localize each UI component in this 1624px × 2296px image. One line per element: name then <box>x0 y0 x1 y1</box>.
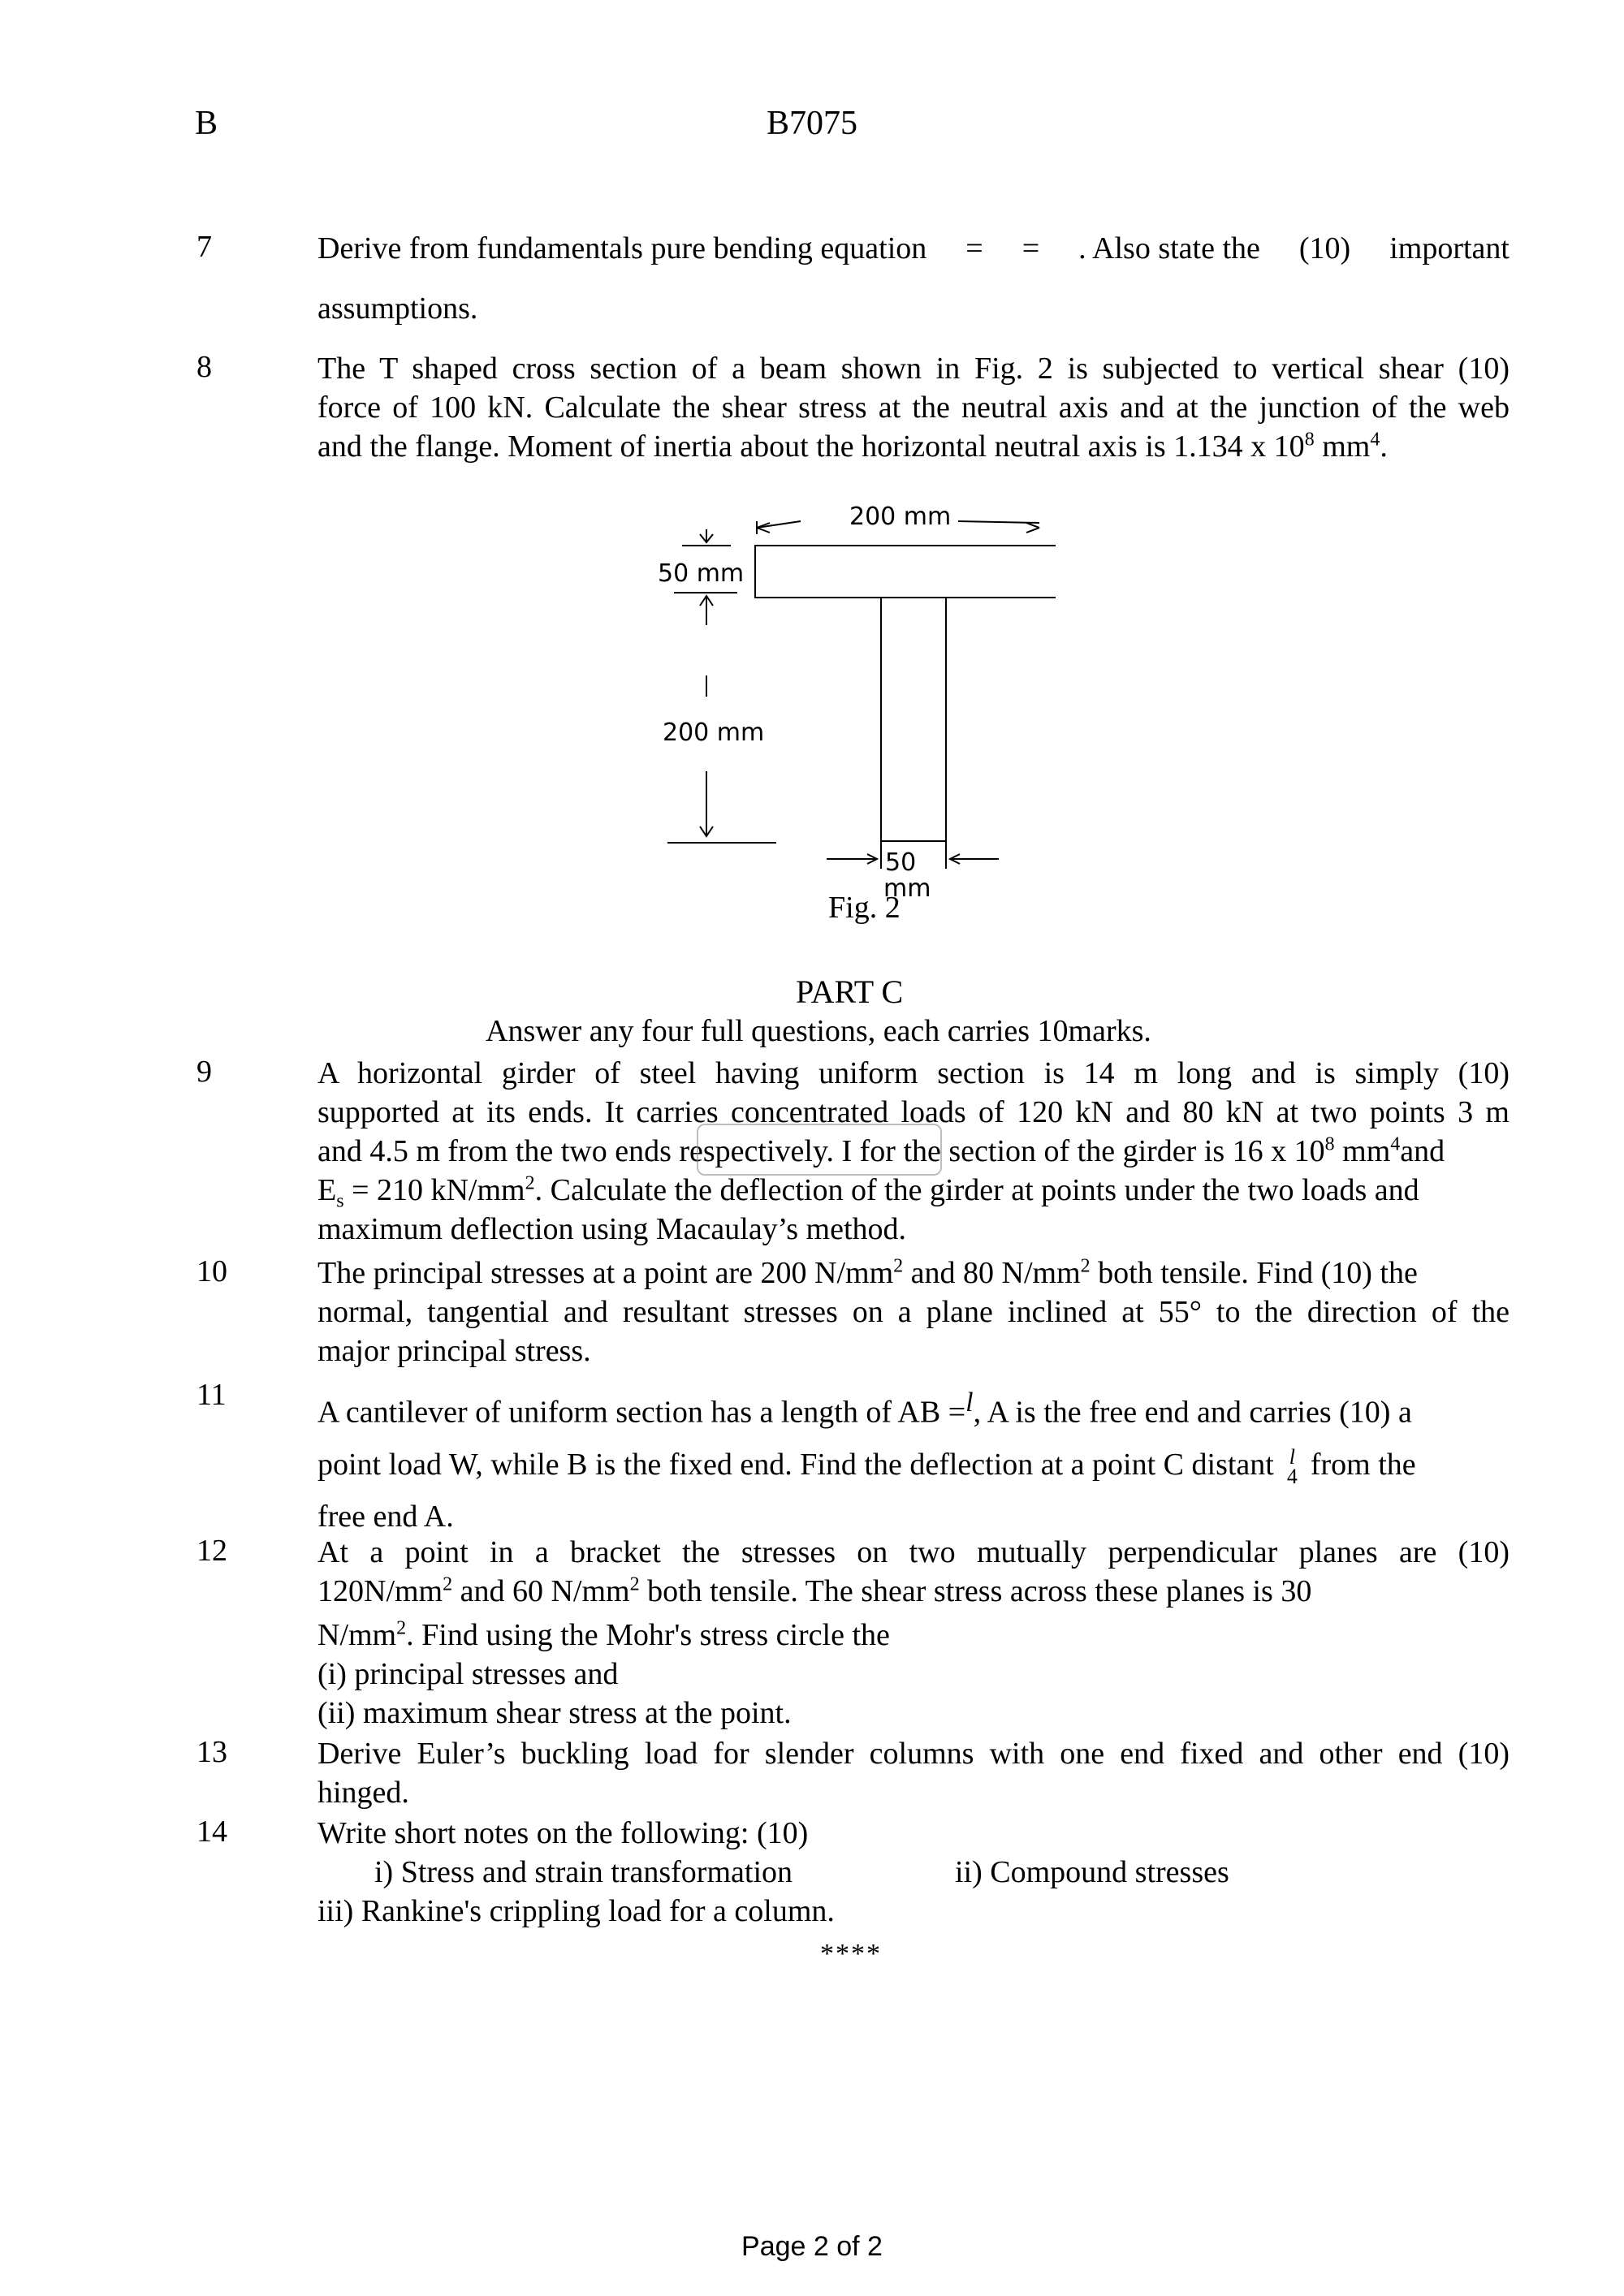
question-number-10: 10 <box>197 1254 227 1288</box>
q11-line-1 <box>317 1377 1510 1439</box>
flange-width-label: 200 mm <box>849 503 952 531</box>
series-letter: B <box>195 105 218 142</box>
question-7-line-1 <box>317 229 1510 268</box>
q8-text: mm <box>1314 429 1371 464</box>
arrow-right <box>827 854 877 864</box>
q12-line-5: (ii) maximum shear stress at the point. <box>317 1696 792 1730</box>
q9-exponent: 8 <box>1324 1133 1335 1155</box>
q10-line-2: normal, tangential and resultant stresses on a plane inclined at 55° to the direction of the <box>317 1295 1510 1329</box>
fraction-denominator: 4 <box>1286 1464 1298 1488</box>
q9-line-2: supported at its ends. It carries concentrated loads of 120 kN and 80 kN at two points 3 m <box>317 1095 1510 1129</box>
arrow-down <box>700 529 713 542</box>
question-8-text <box>317 349 1510 466</box>
q12-line-3 <box>317 1616 1510 1655</box>
q12-text: both tensile. The shear stress across these planes is 30 <box>639 1574 1312 1608</box>
q9-line-1: A horizontal girder of steel having uniform section is 14 m long and is simply (10) <box>317 1056 1510 1090</box>
q12-line-1: At a point in a bracket the stresses on two mutually perpendicular planes are (10) <box>317 1535 1510 1569</box>
q7-text-part: important <box>1389 231 1510 265</box>
q7-text-part: . Also state the <box>1078 231 1260 265</box>
question-7-line-2: assumptions. <box>317 291 478 326</box>
question-14-text <box>317 1814 1510 1931</box>
web-depth-label: 200 mm <box>663 719 765 747</box>
watermark-stamp <box>697 1124 942 1176</box>
q8-text: and the flange. Moment of inertia about the horizontal neutral axis is 1.134 x 10 <box>317 429 1305 464</box>
q12-text: 120N/mm <box>317 1574 443 1608</box>
q14-line-3: iii) Rankine's crippling load for a column. <box>317 1894 835 1928</box>
question-number-9: 9 <box>197 1055 212 1089</box>
q7-marks: (10) <box>1298 231 1351 265</box>
q11-text: from the <box>1310 1447 1416 1482</box>
figure-caption: Fig. 2 <box>828 891 901 925</box>
length-symbol: l <box>965 1388 974 1418</box>
page-footer: Page 2 of 2 <box>741 2231 883 2262</box>
web-width-label-top: 50 <box>885 848 917 877</box>
q9-text: and 4.5 m from the two ends respectively. I for the section of the girder is 16 x 10 <box>317 1134 1325 1168</box>
arrow-down <box>700 771 713 836</box>
q9-text: and <box>1400 1134 1445 1168</box>
web-width-label-bottom: mm <box>883 874 931 903</box>
arrowhead <box>757 523 770 533</box>
q7-text-part: Derive from fundamentals pure bending equation <box>317 231 927 265</box>
question-number-7: 7 <box>197 230 212 264</box>
q9-line-5: maximum deflection using Macaulay’s method. <box>317 1212 907 1246</box>
flange-rect <box>755 546 1056 598</box>
q10-line-1 <box>317 1254 1510 1293</box>
part-instruction: Answer any four full questions, each carries 10marks. <box>486 1014 1151 1048</box>
q9-exponent: 4 <box>1390 1133 1401 1155</box>
q10-exponent: 2 <box>893 1255 904 1277</box>
flange-thickness-label: 50 mm <box>658 559 745 588</box>
q8-line-2: force of 100 kN. Calculate the shear stress at the neutral axis and at the junction of the web <box>317 391 1510 425</box>
arrowhead <box>1026 523 1039 533</box>
q7-equals-1: = <box>965 231 983 265</box>
q8-line-1: The T shaped cross section of a beam shown in Fig. 2 is subjected to vertical shear (10) <box>317 352 1510 386</box>
question-number-11: 11 <box>197 1378 227 1412</box>
q9-text: mm <box>1334 1134 1391 1168</box>
question-number-14: 14 <box>197 1815 227 1849</box>
paper-code: B7075 <box>767 105 858 142</box>
q12-line-4: (i) principal stresses and <box>317 1657 619 1691</box>
question-number-13: 13 <box>197 1735 227 1769</box>
q12-text: . Find using the Mohr's stress circle the <box>406 1618 890 1652</box>
q11-line-3: free end A. <box>317 1499 454 1534</box>
question-11-text <box>317 1377 1510 1543</box>
q14-item-ii: ii) Compound stresses <box>955 1855 1229 1889</box>
arrow-left <box>950 854 999 864</box>
question-number-12: 12 <box>197 1534 227 1568</box>
q10-text: both tensile. Find (10) the <box>1090 1256 1418 1290</box>
q12-text: and 60 N/mm <box>452 1574 630 1608</box>
q11-line-2 <box>317 1439 1510 1491</box>
q9-text: E <box>317 1173 337 1207</box>
q8-text: . <box>1380 429 1388 464</box>
q8-exponent: 8 <box>1304 429 1315 451</box>
q14-line-1: Write short notes on the following: (10) <box>317 1816 809 1850</box>
t-section-figure <box>633 487 1056 942</box>
q9-exponent: 2 <box>525 1172 535 1194</box>
q10-exponent: 2 <box>1080 1255 1091 1277</box>
q11-text: point load W, while B is the fixed end. Find the deflection at a point C distant <box>317 1447 1274 1482</box>
end-marker: **** <box>820 1939 882 1969</box>
q8-line-3 <box>317 427 1510 466</box>
q7-equals-2: = <box>1021 231 1040 265</box>
q11-text: , A is the free end and carries (10) a <box>973 1395 1412 1430</box>
q9-text: . Calculate the deflection of the girder at points under the two loads and <box>534 1173 1419 1207</box>
q13-line-1: Derive Euler’s buckling load for slender columns with one end fixed and other end (10) <box>317 1737 1510 1771</box>
arrow-up <box>700 596 713 625</box>
q14-line-2 <box>317 1853 1510 1892</box>
part-title: PART C <box>796 973 904 1010</box>
q12-exponent: 2 <box>629 1573 640 1595</box>
question-10-text <box>317 1254 1510 1370</box>
question-13-text <box>317 1734 1510 1812</box>
q12-text: N/mm <box>317 1618 397 1652</box>
q9-subscript: s <box>336 1190 344 1212</box>
q12-line-2 <box>317 1572 1510 1611</box>
question-7-text <box>317 229 1510 328</box>
q9-text: = 210 kN/mm <box>343 1173 525 1207</box>
q8-exponent: 4 <box>1370 429 1380 451</box>
q12-exponent: 2 <box>396 1617 407 1639</box>
q9-line-4 <box>317 1171 1510 1210</box>
q11-text: A cantilever of uniform section has a length of AB = <box>317 1395 966 1430</box>
question-12-text <box>317 1533 1510 1733</box>
q13-line-2: hinged. <box>317 1776 409 1810</box>
q10-text: The principal stresses at a point are 200 N/mm <box>317 1256 894 1290</box>
fraction-l-over-4 <box>1281 1444 1302 1488</box>
fraction-numerator: l <box>1289 1444 1295 1469</box>
q10-text: and 80 N/mm <box>903 1256 1081 1290</box>
q14-item-i: i) Stress and strain transformation <box>374 1855 793 1889</box>
q10-line-3: major principal stress. <box>317 1334 591 1368</box>
question-number-8: 8 <box>197 350 212 384</box>
q12-exponent: 2 <box>443 1573 453 1595</box>
web-rect <box>881 598 946 841</box>
